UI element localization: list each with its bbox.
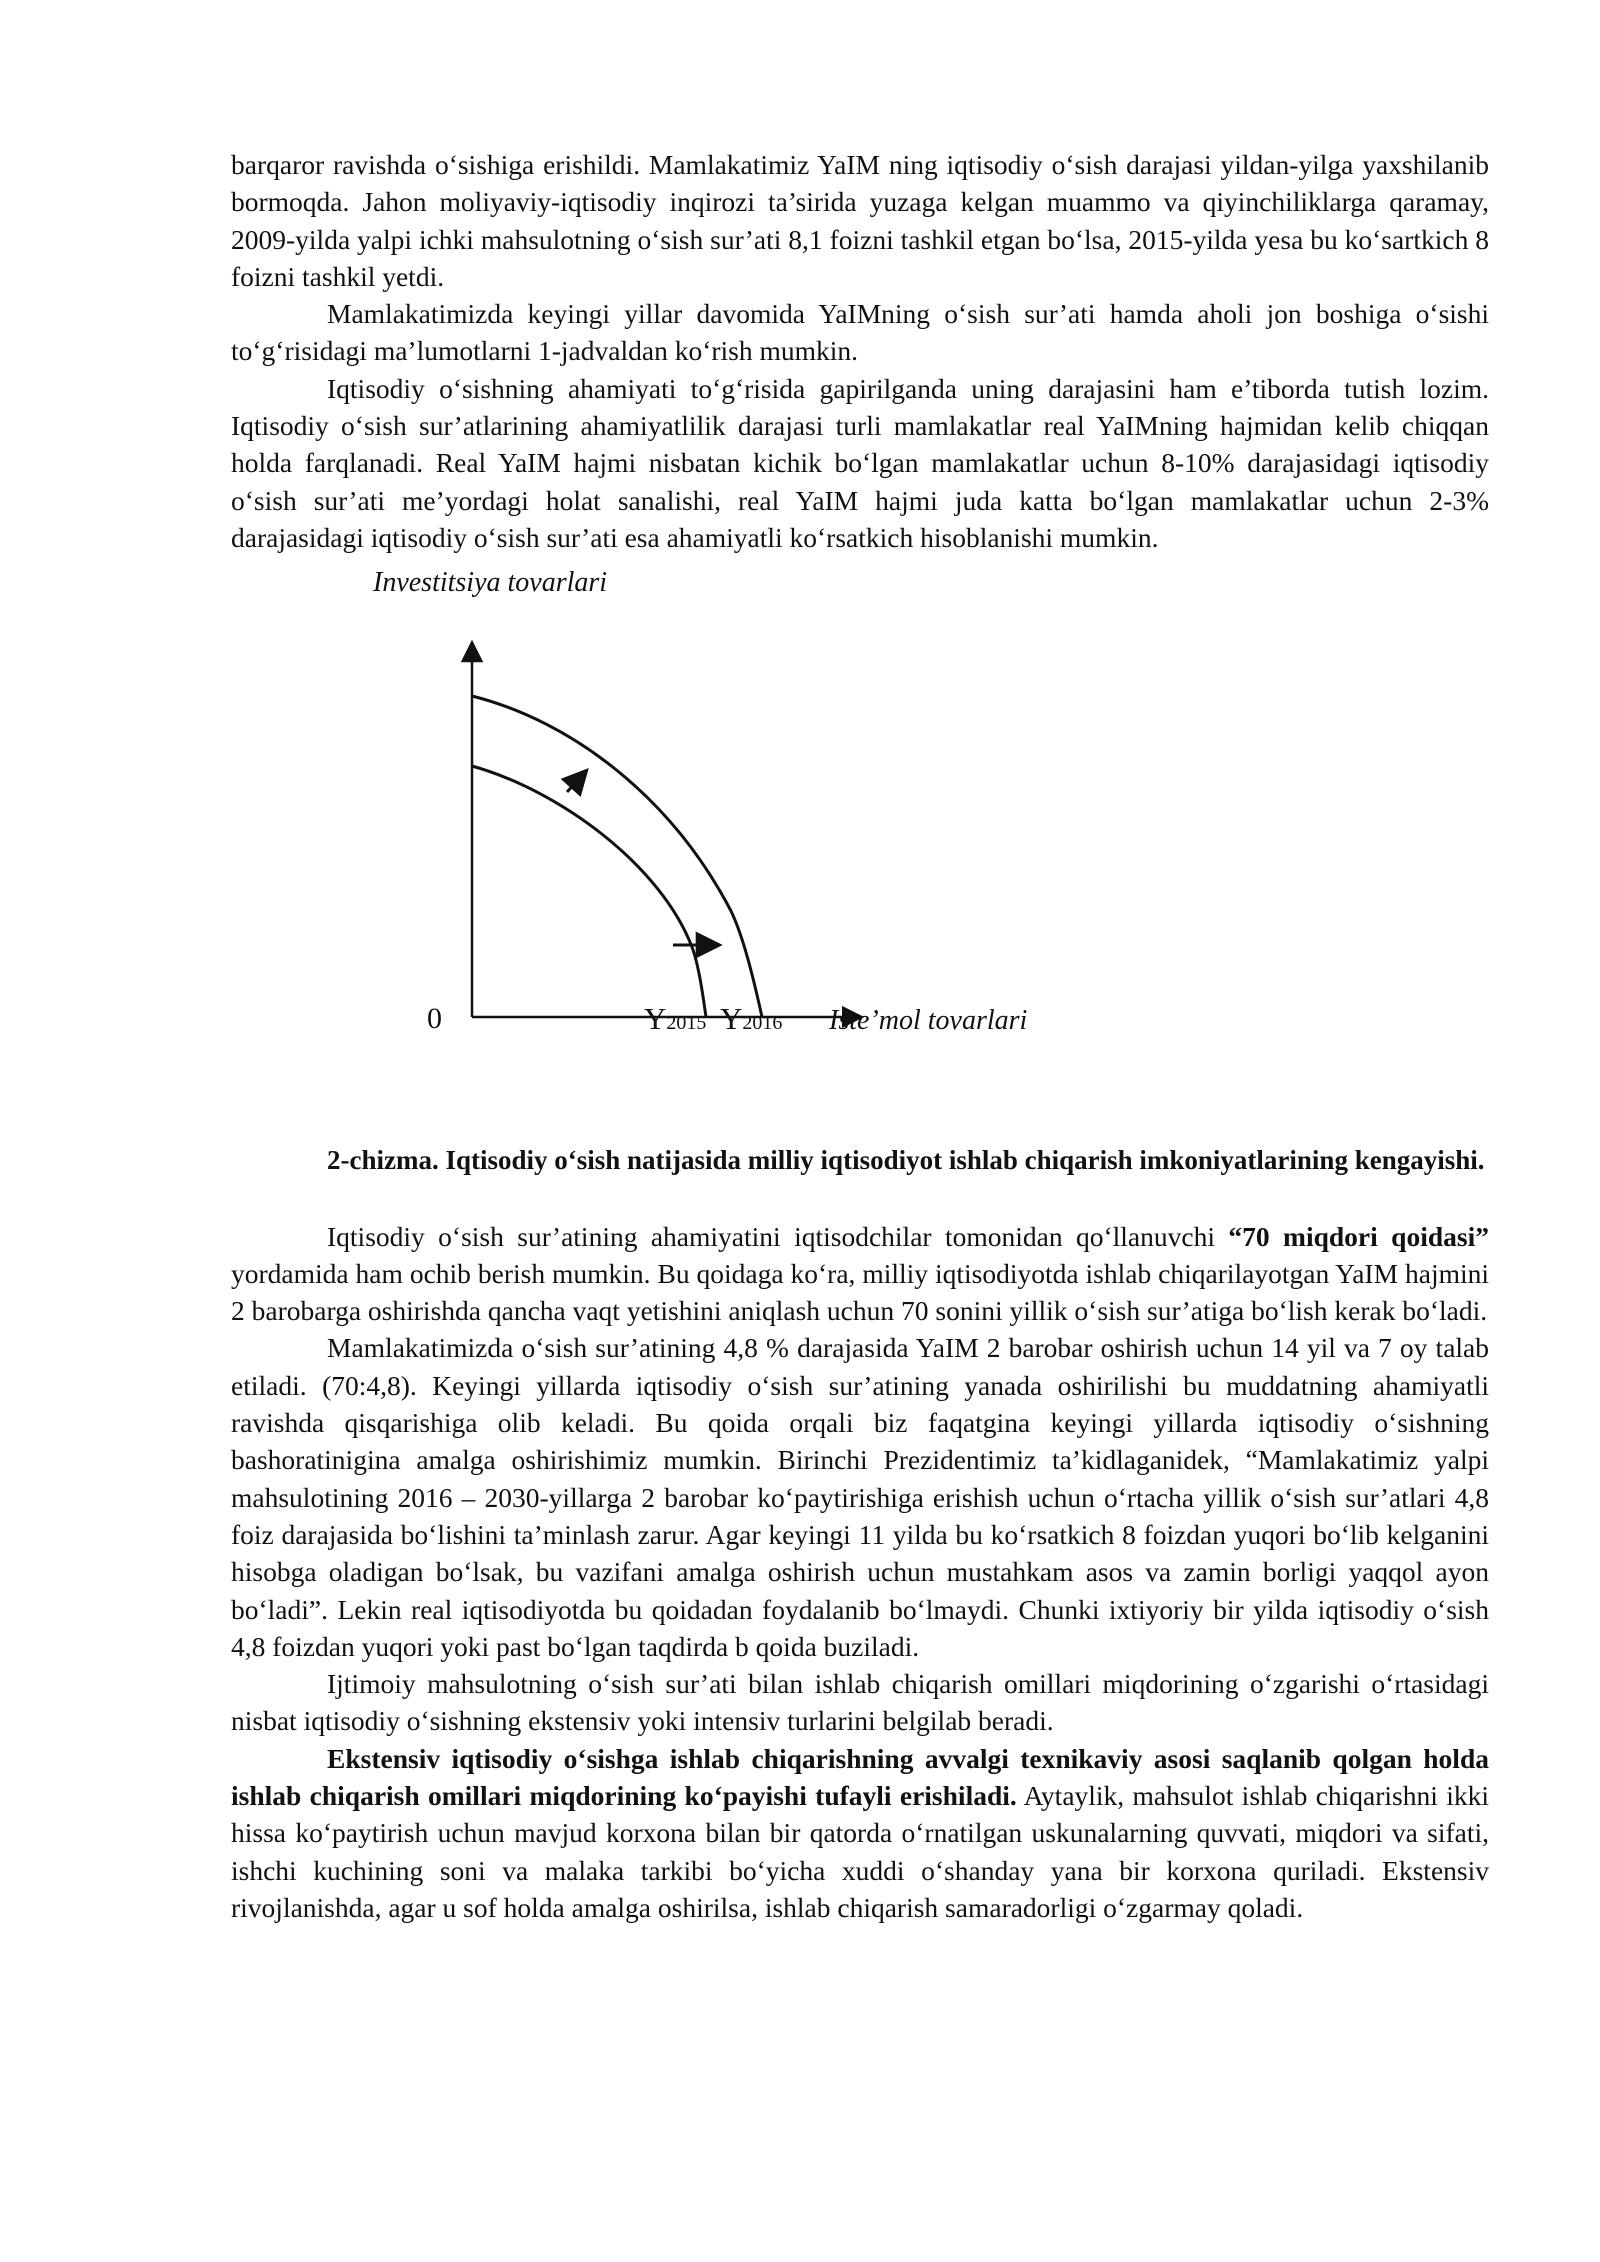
paragraph-6: Ijtimoiy mahsulotning o‘sish sur’ati bilan ishlab chiqarish omillari miqdorining o‘zgarishi o‘rtasidagi nisbat iqtisodiy o‘sishning ekstensiv yoki intensiv turlarini belgilab beradi. xyxy=(231,1668,1489,1737)
paragraph-1: barqaror ravishda o‘sishiga erishildi. Mamlakatimiz YaIM ning iqtisodiy o‘sish darajasi yildan-yilga yaxshilanib bormoqda. Jahon moliyaviy-iqtisodiy inqirozi ta’sirida yuzaga kelgan muammo va qiyinchiliklarga qaramay, 2009-yilda yalpi ichki mahsulotning o‘sish sur’ati 8,1 foizni tashkil etgan bo‘lsa, 2015-yilda yesa bu ko‘sartkich 8 foizni tashkil yetdi. xyxy=(231,149,1489,292)
paragraph-3: Iqtisodiy o‘sishning ahamiyati to‘g‘risida gapirilganda uning darajasini ham e’tiborda tutish lozim. Iqtisodiy o‘sish sur’atlarining ahamiyatlilik darajasi turli mamlakatlar real YaIMning hajmidan kelib chiqqan holda farqlanadi. Real YaIM hajmi nisbatan kichik bo‘lgan mamlakatlar uchun 8-10% darajasidagi iqtisodiy o‘sish sur’ati me’yordagi holat sanalishi, real YaIM hajmi juda katta bo‘lgan mamlakatlar uchun 2-3% darajasidagi iqtisodiy o‘sish sur’ati esa ahamiyatli ko‘rsatkich hisoblanishi mumkin. xyxy=(231,372,1489,553)
paragraph-2: Mamlakatimizda keyingi yillar davomida YaIMning o‘sish sur’ati hamda aholi jon boshiga o‘sishi to‘g‘risidagi ma’lumotlarni 1-jadvaldan ko‘rish mumkin. xyxy=(231,298,1489,367)
origin-label: 0 xyxy=(427,1002,442,1036)
paragraph-7: Ekstensiv iqtisodiy o‘sishga ishlab chiqarishning avvalgi texnikaviy asosi saqlanib qolgan holda ishlab chiqarish omillari miqdorining ko‘payishi tufayli erishiladi. Aytaylik, mahsulot ishlab chiqarishni ikki hissa ko‘paytirish uchun mavjud korxona bilan bir qatorda o‘rnatilgan uskunalarning quvvati, miqdori va sifati, ishchi kuchining soni va malaka tarkibi bo‘yicha xuddi o‘shanday yana bir korxona quriladi. Ekstensiv rivojlanishda, agar u sof holda amalga oshirilsa, ishlab chiqarish samaradorligi o‘zgarmay qoladi. xyxy=(231,1742,1489,1923)
paragraph-5: Mamlakatimizda o‘sish sur’atining 4,8 % darajasida YaIM 2 barobar oshirish uchun 14 yil va 7 oy talab etiladi. (70:4,8). Keyingi yillarda iqtisodiy o‘sish sur’atining yanada oshirilishi bu muddatning ahamiyatli ravishda qisqarishiga olib keladi. Bu qoida orqali biz faqatgina keyingi yillarda iqtisodiy o‘sishning bashoratinigina amalga oshirishimiz mumkin. Birinchi Prezidentimiz ta’kidlaganidek, “Mamlakatimiz yalpi mahsulotining 2016 – 2030-yillarga 2 barobar ko‘paytirishiga erishish uchun o‘rtacha yillik o‘sish sur’atlari 4,8 foiz darajasida bo‘lishini ta’minlash zarur. Agar keyingi 11 yilda bu ko‘rsatkich 8 foizdan yuqori bo‘lib kelganini hisobga oladigan bo‘lsak, bu vazifani amalga oshirish uchun mustahkam asos va zamin borligi yaqqol ayon bo‘ladi”. Lekin real iqtisodiyotda bu qoidadan foydalanib bo‘lmaydi. Chunki ixtiyoriy bir yilda iqtisodiy o‘sish 4,8 foizdan yuqori yoki past bo‘lgan taqdirda b qoida buziladi. xyxy=(231,1332,1489,1662)
document-page xyxy=(231,146,1489,1926)
y2015-label: Y2015 xyxy=(644,1001,707,1037)
y2016-label: Y2016 xyxy=(720,1001,783,1037)
ppf-curve-2015 xyxy=(472,766,706,1017)
x-axis-label: Iste’mol tovarlari xyxy=(829,1005,1028,1037)
ppf-figure xyxy=(231,566,1489,1090)
paragraph-4: Iqtisodiy o‘sish sur’atining ahamiyatini iqtisodchilar tomonidan qo‘llanuvchi “70 miqdori qoidasi” yordamida ham ochib berish mumkin. Bu qoidaga ko‘ra, milliy iqtisodiyotda ishlab chiqarilayotgan YaIM hajmini 2 barobarga oshirishda qancha vaqt yetishini aniqlash uchun 70 sonini yillik o‘sish sur’atiga bo‘lish kerak bo‘ladi. xyxy=(231,1220,1489,1327)
figure-caption: 2-chizma. Iqtisodiy o‘sish natijasida milliy iqtisodiyot ishlab chiqarish imkoniyatlarining kengayishi. xyxy=(327,1145,1485,1176)
y-axis-label: Investitsiya tovarlari xyxy=(373,567,608,599)
shift-arrow-diagonal xyxy=(567,770,587,792)
ppf-curve-2016 xyxy=(472,696,762,1017)
